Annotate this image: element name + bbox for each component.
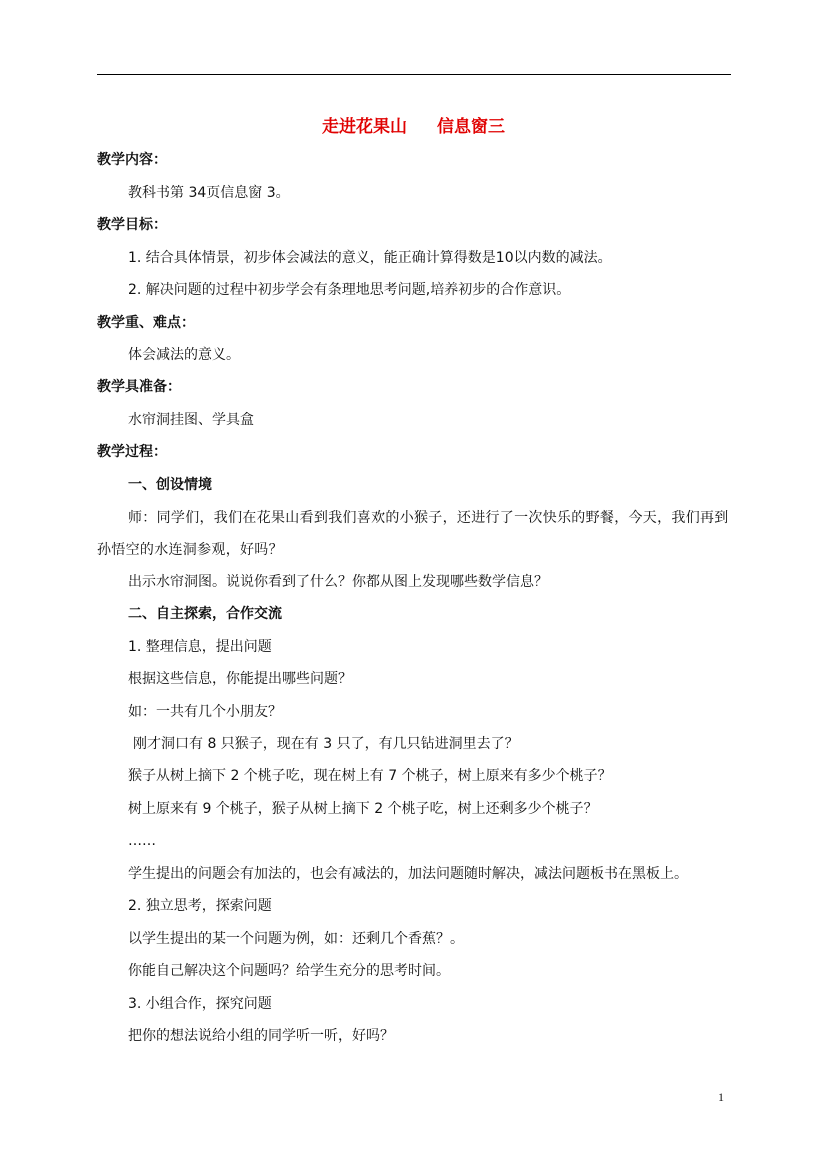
title-part-2: 信息窗三 — [437, 117, 505, 137]
key-points-text: 体会减法的意义。 — [128, 347, 240, 363]
sub-step-3: 3. 小组合作，探究问题 — [128, 996, 272, 1012]
step-1-heading: 一、创设情境 — [128, 477, 212, 493]
step-2-heading: 二、自主探索，合作交流 — [128, 606, 282, 622]
example-question-3: 猴子从树上摘下 2 个桃子吃，现在树上有 7 个桃子，树上原来有多少个桃子？ — [128, 768, 612, 784]
ask-questions-text: 根据这些信息，你能提出哪些问题？ — [128, 671, 352, 687]
preparation-text: 水帘洞挂图、学具盒 — [128, 412, 254, 428]
example-question-2: 刚才洞口有 8 只猴子，现在有 3 只了，有几只钻进洞里去了？ — [133, 736, 519, 752]
share-text: 把你的想法说给小组的同学听一听，好吗？ — [128, 1028, 394, 1044]
example-problem-text: 以学生提出的某一个问题为例，如：还剩几个香蕉？。 — [128, 931, 464, 947]
ellipsis-text: …… — [128, 833, 156, 849]
example-question-1: 如：一共有几个小朋友？ — [128, 704, 282, 720]
page-number: 1 — [718, 1090, 724, 1104]
goal-1: 1. 结合具体情景，初步体会减法的意义，能正确计算得数是10以内数的减法。 — [128, 250, 612, 266]
think-time-text: 你能自己解决这个问题吗？给学生充分的思考时间。 — [128, 963, 450, 979]
show-picture-text: 出示水帘洞图。说说你看到了什么？你都从图上发现哪些数学信息？ — [128, 574, 548, 590]
students-note: 学生提出的问题会有加法的，也会有减法的，加法问题随时解决，减法问题板书在黑板上。 — [128, 866, 688, 882]
document-title — [0, 112, 827, 137]
header-rule — [97, 74, 731, 75]
example-question-4: 树上原来有 9 个桃子，猴子从树上摘下 2 个桃子吃，树上还剩多少个桃子？ — [128, 801, 598, 817]
sub-step-2: 2. 独立思考，探索问题 — [128, 898, 272, 914]
teacher-intro-paragraph: 师：同学们，我们在花果山看到我们喜欢的小猴子，还进行了一次快乐的野餐，今天，我们再到孙悟空的水连洞参观，好吗？ — [97, 510, 729, 558]
key-points-heading: 教学重、难点： — [97, 315, 195, 331]
goal-2: 2. 解决问题的过程中初步学会有条理地思考问题,培养初步的合作意识。 — [128, 282, 571, 298]
content-text: 教科书第 34页信息窗 3。 — [128, 185, 290, 201]
title-part-1: 走进花果山 — [322, 117, 407, 137]
content-heading: 教学内容： — [97, 152, 167, 168]
process-heading: 教学过程： — [97, 444, 167, 460]
preparation-heading: 教学具准备： — [97, 379, 181, 395]
sub-step-1: 1. 整理信息，提出问题 — [128, 639, 272, 655]
goals-heading: 教学目标： — [97, 217, 167, 233]
